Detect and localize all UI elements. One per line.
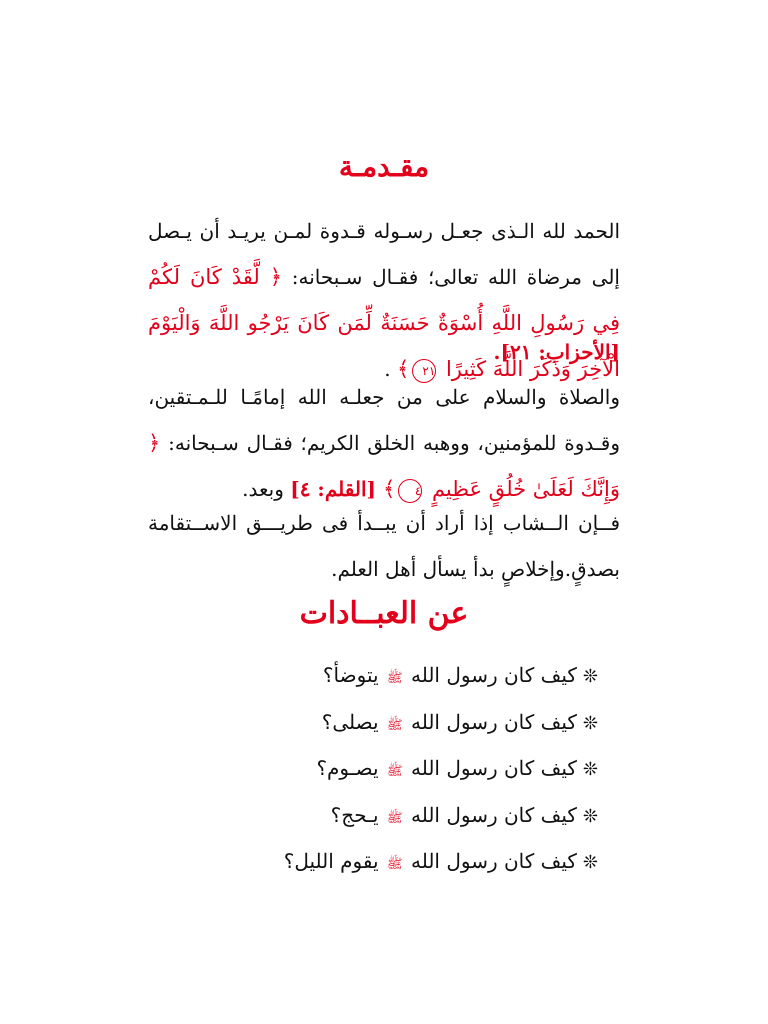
- intro-end: .: [384, 357, 397, 381]
- quran-verse-qalam: ﴿ وَإِنَّكَ لَعَلَىٰ خُلُقٍ عَظِيمٍ: [148, 431, 620, 501]
- bullet-star-icon: ❊: [582, 805, 598, 827]
- list-item: ❊كيف كان رسول الله ﷺ يصـوم؟: [284, 747, 598, 794]
- list-item: ❊كيف كان رسول الله ﷺ يـحج؟: [284, 794, 598, 841]
- verse-number-badge-2: ٤: [398, 479, 422, 503]
- list-item: ❊كيف كان رسول الله ﷺ يتوضأ؟: [284, 654, 598, 701]
- list-item: ❊كيف كان رسول الله ﷺ يقوم الليل؟: [284, 840, 598, 887]
- second-paragraph: [148, 374, 620, 512]
- intro-paragraph: [148, 208, 620, 392]
- quran-verse-ahzab: ﴿ لَّقَدْ كَانَ لَكُمْ فِي رَسُولِ اللَّهِ أُسْوَةٌ حَسَنَةٌ لِّمَن كَانَ يَرْجُو اللَّهَ وَالْيَوْمَ الْآخِرَ وَذَكَرَ اللَّهَ كَثِيرًا: [148, 265, 620, 381]
- verse-number-badge: ٢١: [412, 359, 436, 383]
- salutation-icon: ﷺ: [386, 717, 403, 733]
- quran-verse-close-2: ﴾: [382, 477, 396, 501]
- section-heading: عن العبــادات: [299, 596, 469, 631]
- page-title: مقـدمـة: [338, 150, 430, 183]
- bullet-star-icon: ❊: [582, 666, 598, 687]
- second-text: والصلاة والسلام على من جعلـه الله إمامًـا للـمـتقين، وقـدوة للمؤمنين، ووهبه الخلق الكريم؛ فقـال سـبحانه:: [148, 385, 620, 455]
- verse-reference-qalam: [القلم: ٤]: [290, 477, 383, 501]
- salutation-icon: ﷺ: [386, 810, 403, 826]
- list-item: ❊كيف كان رسول الله ﷺ يصلى؟: [284, 701, 598, 748]
- bullet-star-icon: ❊: [582, 712, 598, 734]
- second-end: وبعد.: [242, 477, 291, 501]
- salutation-icon: ﷺ: [386, 671, 403, 686]
- salutation-icon: ﷺ: [386, 857, 403, 872]
- salutation-icon: ﷺ: [386, 764, 403, 779]
- questions-list: [284, 654, 598, 887]
- third-paragraph: فــإن الــشاب إذا أراد أن يبــدأ فى طريـــق الاســتقامة بصدقٍ.وإخلاصٍ بدأ يسأل أهل العلم.: [148, 511, 620, 581]
- quran-verse-close: ﴾: [396, 357, 410, 381]
- verse-reference-ahzab: [الأحزاب: ٢١].: [493, 340, 620, 364]
- bullet-star-icon: ❊: [582, 852, 598, 873]
- bullet-star-icon: ❊: [582, 759, 598, 780]
- intro-text: الحمد لله الـذى جعـل رسـوله قـدوة لمـن يريـد أن يـصل إلى مرضاة الله تعالى؛ فقـال سـبحانه:: [148, 219, 621, 289]
